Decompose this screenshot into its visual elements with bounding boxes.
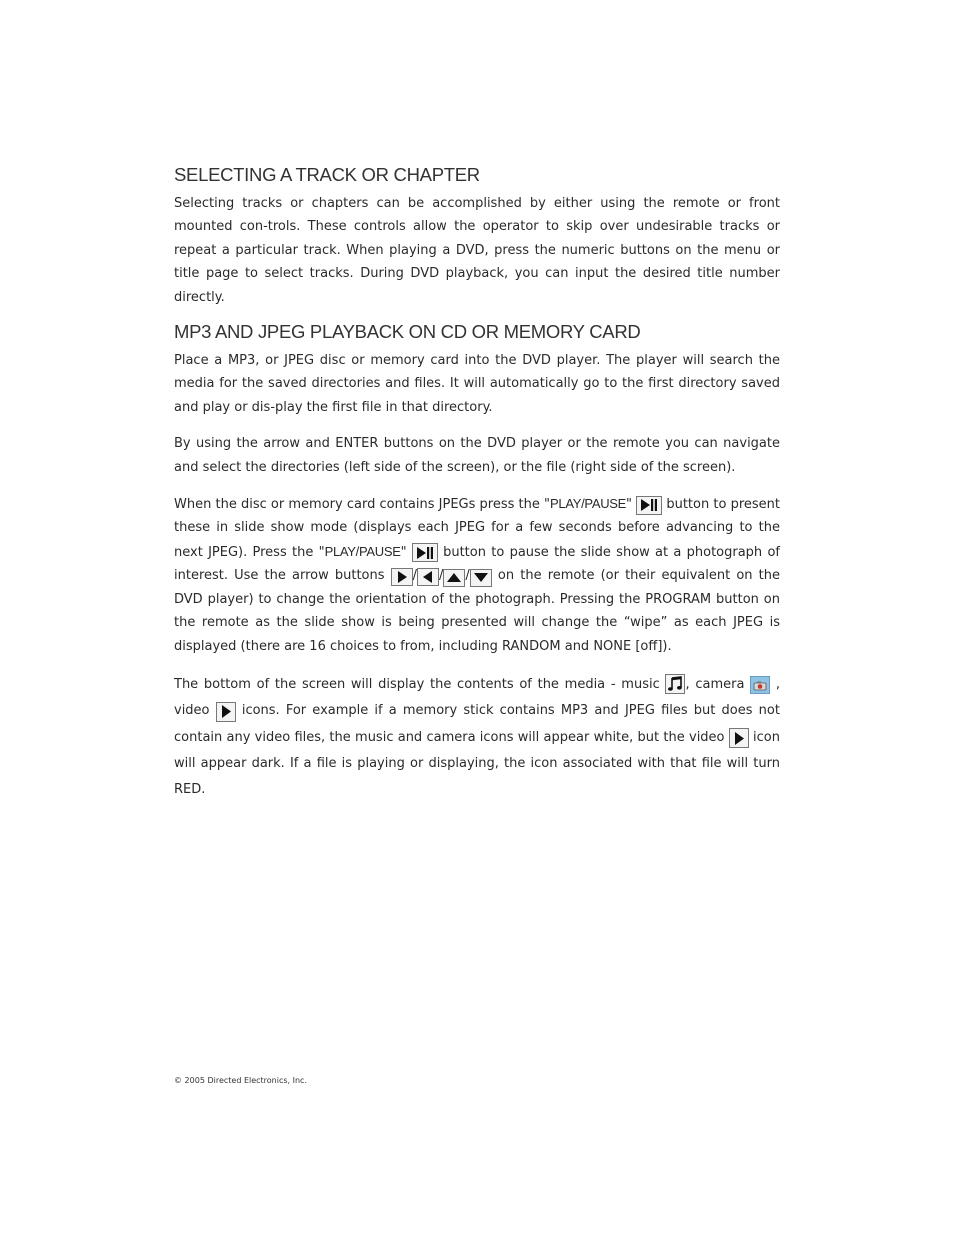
paragraph-mp3-3: [174, 492, 780, 658]
text-run: icons. For example if a memory stick contains MP3 and JPEG files but does not contain any video files, the music and camera icons will appear white, but the video: [174, 703, 780, 745]
play-pause-icon: [636, 496, 662, 515]
page-content: [174, 164, 780, 803]
camera-icon: [750, 676, 770, 694]
text-run: button to present these in slide show mode (displays each JPEG for a few seconds before advancing to the next JPEG). Press the ": [174, 497, 780, 560]
paragraph-mp3-4: [174, 672, 780, 803]
arrow-right-icon: [391, 568, 413, 586]
text-run: on the remote (or their equivalent on the DVD player) to change the orientation of the photograph. Pressing the PROGRAM button on the remote as the slide show is being presented will change the “wipe” as each JPEG is displayed (there are 16 choices to from, including RANDOM and NONE [off]).: [174, 568, 780, 654]
play-pause-label: PLAY/PAUSE: [324, 543, 401, 559]
play-pause-icon: [412, 543, 438, 562]
text-run: , camera: [685, 676, 751, 692]
text-run: button to pause the slide show at a photograph of interest. Use the arrow buttons: [174, 544, 780, 584]
arrow-up-icon: [443, 569, 465, 587]
video-play-icon: [216, 702, 236, 722]
play-pause-label: PLAY/PAUSE: [550, 496, 627, 512]
arrow-down-icon: [470, 569, 492, 587]
text-run: ": [400, 544, 412, 560]
slash: /: [412, 568, 418, 584]
paragraph-mp3-1: Place a MP3, or JPEG disc or memory card into the DVD player. The player will search the media for the saved directories and files. It will automatically go to the first directory saved and play or dis-play the first file in that directory.: [174, 353, 780, 415]
text-run: icon will appear dark. If a file is playing or displaying, the icon associated with that file will turn RED.: [174, 729, 780, 798]
arrow-left-icon: [417, 568, 439, 586]
slash: /: [439, 568, 444, 584]
text-run: The bottom of the screen will display the contents of the media - music: [174, 676, 666, 692]
text-run: ": [626, 497, 637, 513]
text-run: When the disc or memory card contains JPEGs press the ": [174, 497, 551, 513]
copyright-footer: © 2005 Directed Electronics, Inc.: [174, 1076, 307, 1085]
paragraph-mp3-2: By using the arrow and ENTER buttons on the DVD player or the remote you can navigate and select the directories (left side of the screen), or the file (right side of the screen).: [174, 436, 780, 475]
text-run: , video: [174, 676, 781, 719]
slash: /: [465, 568, 470, 584]
section-heading-track: SELECTING A TRACK OR CHAPTER: [174, 164, 480, 185]
music-note-icon: [665, 674, 685, 694]
video-play-icon: [729, 728, 749, 748]
section-heading-mp3: MP3 AND JPEG PLAYBACK ON CD OR MEMORY CARD: [174, 321, 641, 343]
paragraph-track: Selecting tracks or chapters can be accomplished by either using the remote or front mounted con-trols. These controls allow the operator to skip over undesirable tracks or repeat a particular track. When playing a DVD, press the numeric buttons on the menu or title page to select tracks. During DVD playback, you can input the desired title number directly.: [174, 196, 780, 305]
